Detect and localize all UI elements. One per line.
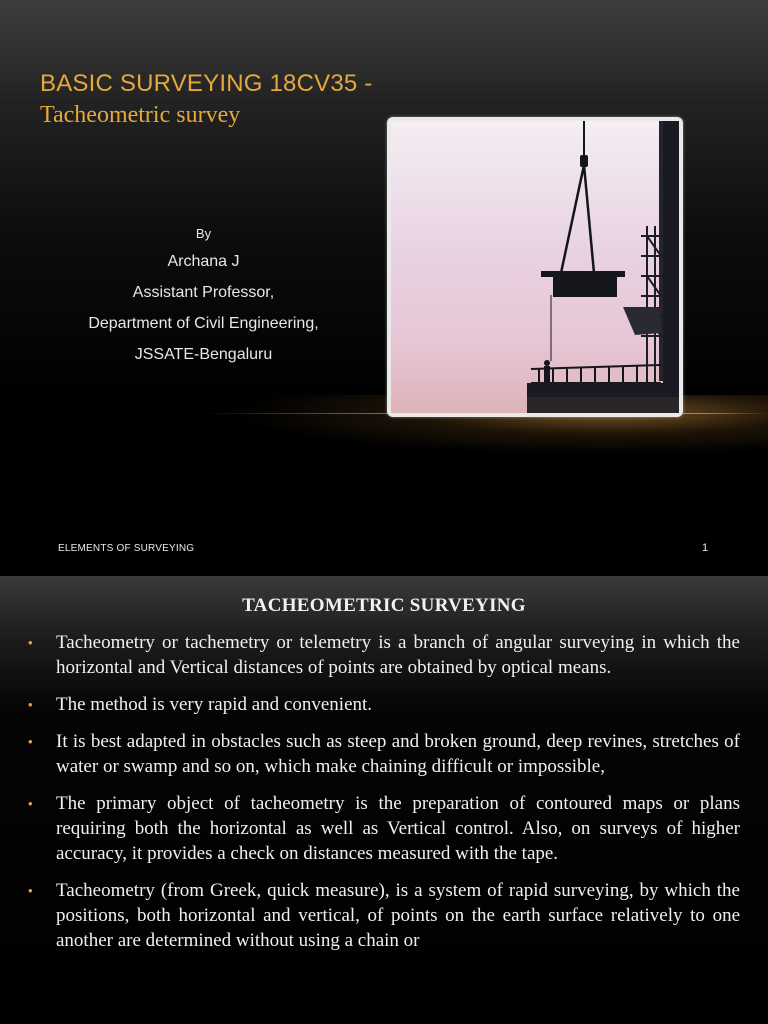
bullet-item [28, 878, 740, 953]
bullet-item [28, 692, 740, 717]
content-slide [0, 576, 768, 1024]
footer-section-label: ELEMENTS OF SURVEYING [58, 543, 195, 554]
bullet-text: It is best adapted in obstacles such as steep and broken ground, deep revines, stretches of water or swamp and so on, which make chaining difficult or impossible, [56, 731, 740, 777]
bullet-list [28, 630, 740, 965]
crane-construction-photo [387, 117, 683, 417]
bullet-item [28, 630, 740, 680]
bullet-text: The primary object of tacheometry is the preparation of contoured maps or plans requiring both the horizontal as well as Vertical control. Also, on surveys of higher accuracy, it provides a check on distances measured with the tape. [56, 793, 740, 864]
crane-silhouette-image [391, 121, 679, 413]
author-block [60, 226, 347, 377]
bullet-text: Tacheometry (from Greek, quick measure), is a system of rapid surveying, by which the positions, both horizontal and vertical, of points on the earth surface relatively to one another are determined without using a chain or [56, 880, 740, 951]
bullet-dot-icon: • [28, 697, 33, 712]
bullet-text: The method is very rapid and convenient. [56, 694, 373, 715]
bullet-dot-icon: • [28, 796, 33, 811]
slide-subtitle: Tacheometric survey [40, 102, 241, 128]
bullet-dot-icon: • [28, 734, 33, 749]
author-name: Archana J [167, 253, 240, 270]
bullet-item [28, 729, 740, 779]
author-institution: JSSATE-Bengaluru [134, 346, 273, 363]
slide-title: BASIC SURVEYING 18CV35 - [40, 70, 373, 97]
author-position: Assistant Professor, [132, 284, 275, 301]
slide-number: 1 [702, 542, 709, 554]
by-label: By [195, 226, 212, 241]
author-department: Department of Civil Engineering, [88, 315, 319, 332]
bullet-dot-icon: • [28, 635, 33, 650]
bullet-item [28, 791, 740, 866]
content-slide-title: TACHEOMETRIC SURVEYING [242, 595, 526, 616]
bullet-text: Tacheometry or tachemetry or telemetry is a branch of angular surveying in which the horizontal and Vertical distances of points are obtained by optical means. [56, 632, 740, 678]
bullet-dot-icon: • [28, 883, 33, 898]
